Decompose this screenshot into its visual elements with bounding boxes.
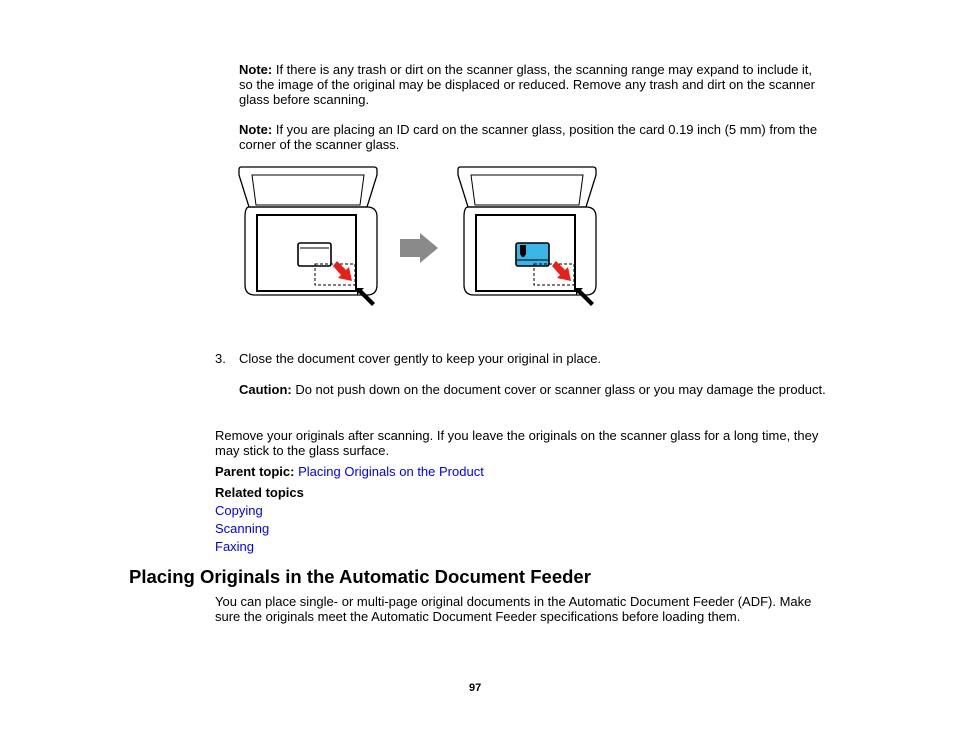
- scanner-lid-window: [471, 175, 583, 205]
- scanner-lid-window: [252, 175, 364, 205]
- related-link-copying[interactable]: Copying: [215, 503, 263, 518]
- step-number: 3.: [215, 351, 226, 366]
- scanner-after-diagram: [458, 167, 596, 306]
- body-paragraph: Remove your originals after scanning. If you leave the originals on the scanner glass for a long time, they may stick to the glass surface.: [215, 428, 819, 458]
- related-link-scanning[interactable]: Scanning: [215, 521, 270, 536]
- caution-label: Caution:: [239, 382, 292, 397]
- parent-topic-label: Parent topic:: [215, 464, 295, 479]
- related-topics-heading: Related topics: [215, 485, 304, 500]
- caution-note: [239, 382, 829, 397]
- parent-topic-link[interactable]: Placing Originals on the Product: [298, 464, 484, 479]
- section-paragraph: You can place single- or multi-page original documents in the Automatic Document Feeder (ADF). Make sure the originals meet the Automatic Document Feeder specifications before loading them.: [215, 594, 812, 624]
- note-1-text: If there is any trash or dirt on the scanner glass, the scanning range may expand to include it, so the image of the original may be displaced or reduced. Remove any trash and dirt on the scanner glass before scanning.: [239, 62, 815, 107]
- note-1: [239, 62, 829, 107]
- page-number: 97: [469, 682, 482, 694]
- note-2-label: Note:: [239, 122, 273, 137]
- right-arrow-icon: [400, 233, 438, 263]
- note-2-text: If you are placing an ID card on the scanner glass, position the card 0.19 inch (5 mm) from the corner of the scanner glass.: [239, 122, 818, 152]
- id-card: [298, 243, 331, 266]
- scanner-lid: [458, 167, 596, 207]
- corner-pointer-icon: [576, 288, 594, 306]
- id-card-placement-illustration: [236, 162, 600, 312]
- caution-text: Do not push down on the document cover or scanner glass or you may damage the product.: [291, 382, 826, 397]
- parent-topic: [215, 464, 484, 479]
- card-orientation-icon: [520, 245, 526, 257]
- note-2: [239, 122, 829, 152]
- step-text: Close the document cover gently to keep your original in place.: [239, 351, 602, 366]
- scanner-before-diagram: [239, 167, 377, 295]
- scanner-lid: [239, 167, 377, 207]
- related-link-faxing[interactable]: Faxing: [215, 539, 255, 554]
- note-1-label: Note:: [239, 62, 273, 77]
- corner-pointer-icon: [357, 288, 375, 306]
- section-heading: Placing Originals in the Automatic Document Feeder: [129, 566, 591, 587]
